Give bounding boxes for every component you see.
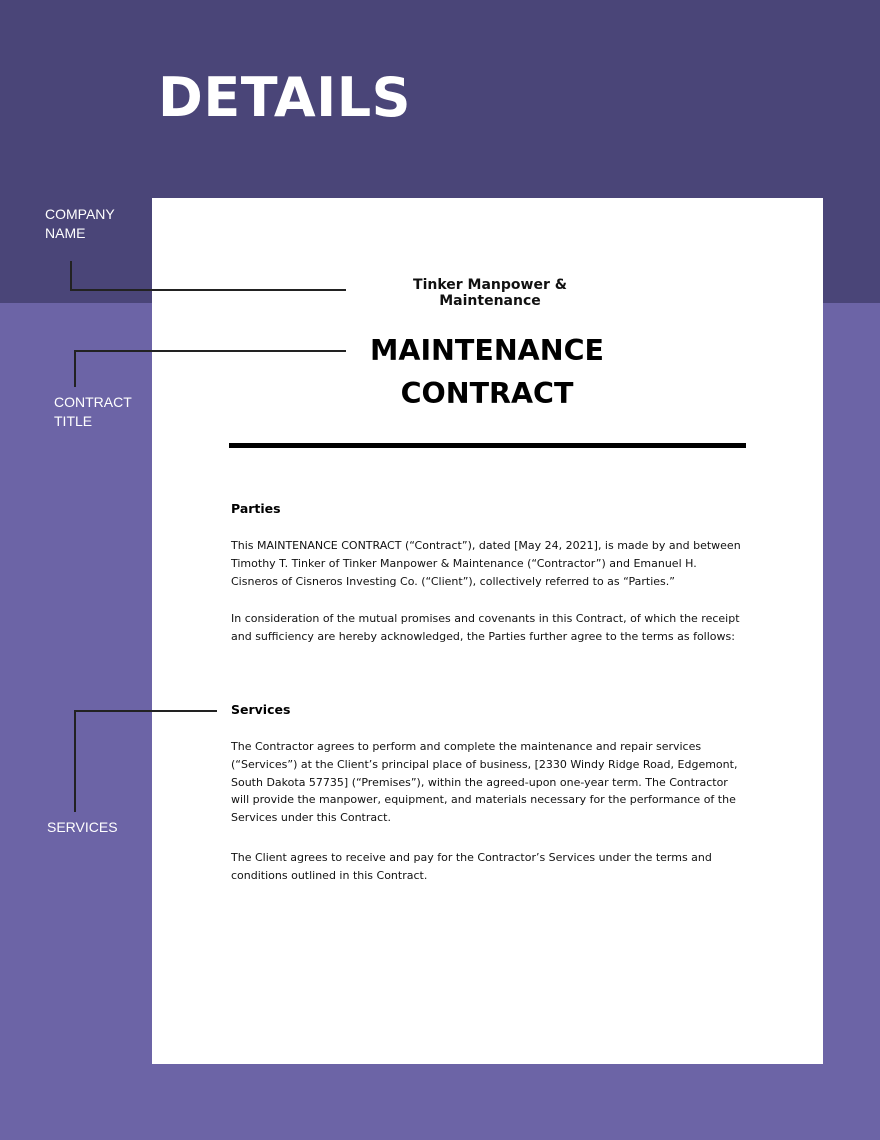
services-paragraph-1: The Contractor agrees to perform and complete the maintenance and repair services (“Services”) at the Client’s principal place of business, [2330 Windy Ridge Road, Edgemont, South Dakota 57735] (“Premises”), within the agreed-upon one-year term. The Contractor will provide the manpower, equipment, and materials necessary for the performance of the Services under this Contract. [231,740,738,825]
document-company-name: Tinker Manpower & Maintenance [413,277,567,309]
page-title: DETAILS [158,66,412,129]
section-heading-services: Services [231,702,291,717]
section-heading-parties: Parties [231,501,281,516]
annotation-company-name: COMPANY NAME [45,206,115,241]
parties-paragraph-2: In consideration of the mutual promises and covenants in this Contract, of which the receipt and sufficiency are hereby acknowledged, the Parties further agree to the terms as follows: [231,612,740,643]
contract-document [152,198,823,1064]
annotation-services: SERVICES [47,819,118,835]
annotation-contract-title: CONTRACT TITLE [54,394,132,429]
parties-paragraph-1: This MAINTENANCE CONTRACT (“Contract”), dated [May 24, 2021], is made by and between Timothy T. Tinker of Tinker Manpower & Maintenance (“Contractor”) and Emanuel H. Cisneros of Cisneros Investing Co. (“Client”), collectively referred to as “Parties.” [231,539,741,588]
title-divider [229,443,746,448]
services-paragraph-2: The Client agrees to receive and pay for the Contractor’s Services under the terms and conditions outlined in this Contract. [231,851,712,882]
document-title: MAINTENANCE CONTRACT [370,334,604,410]
